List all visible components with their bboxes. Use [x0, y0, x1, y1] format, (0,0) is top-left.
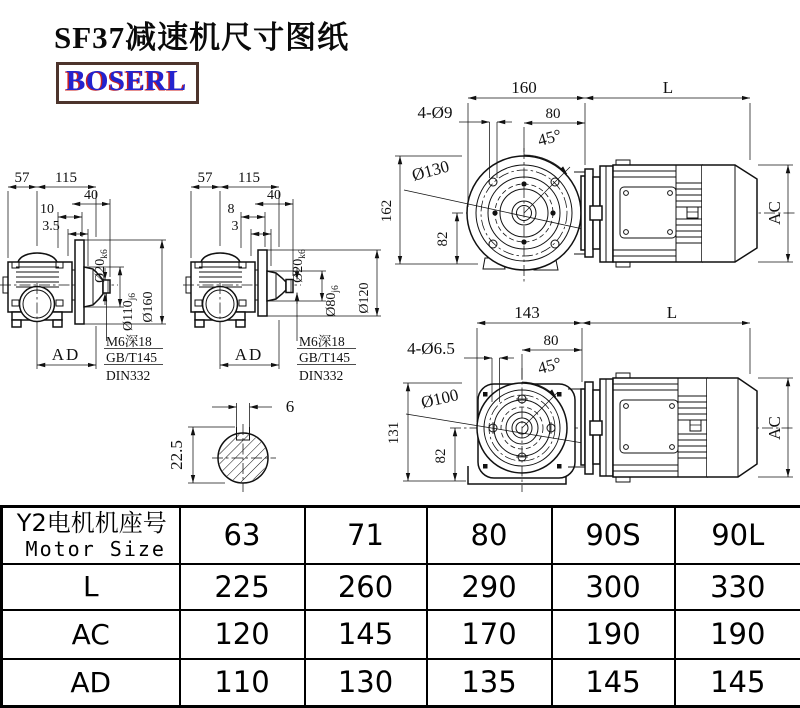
tap-note-line3: DIN332: [299, 368, 343, 383]
dim-spigot-dia: $Ø80_{j6}$: [324, 285, 341, 317]
dim-bolt-circle: Ø100: [419, 385, 460, 412]
cell-AC-63: 120: [180, 610, 305, 659]
cell-L-63: 225: [180, 564, 305, 610]
dim-holes: 4-Ø9: [418, 103, 453, 122]
motor-shaft: [590, 206, 602, 220]
dim-ad: AD: [235, 345, 264, 364]
cell-AC-71: 145: [305, 610, 427, 659]
row-label-AD: AD: [2, 659, 180, 707]
dim-115: 115: [55, 170, 77, 186]
dim-flange-dia: Ø160: [141, 291, 156, 322]
fan-cover: [707, 378, 757, 477]
gearbox-side-view-large: [0, 170, 166, 383]
header-motor-size: [2, 507, 180, 564]
tap-note-line1: M6深18: [299, 334, 345, 349]
shaft-cross-section: [167, 397, 294, 492]
reducer-front-view-large: [379, 78, 795, 282]
header-en: Motor Size: [3, 538, 179, 561]
dim-40: 40: [267, 188, 281, 203]
dim-shaft-dia: $Ø20_{k6}$: [93, 249, 110, 283]
dim-key-height: 22.5: [167, 440, 186, 470]
row-label-AC: AC: [2, 610, 180, 659]
header-cn: Y2电机机座号: [3, 509, 179, 538]
cell-L-80: 290: [427, 564, 552, 610]
dim-82: 82: [435, 232, 451, 247]
motor-shaft: [590, 421, 602, 435]
dim-3-5: 3.5: [42, 219, 60, 234]
cell-AC-90L: 190: [675, 610, 800, 659]
dim-115: 115: [238, 170, 260, 186]
dim-40: 40: [84, 188, 98, 203]
cell-AD-90S: 145: [552, 659, 675, 707]
dim-L: L: [663, 78, 673, 97]
table-row-AC: [2, 610, 800, 659]
dim-bolt-circle: Ø130: [410, 157, 451, 185]
dim-key-width: 6: [286, 397, 295, 416]
dim-57: 57: [198, 170, 214, 186]
output-flange: [258, 250, 267, 316]
col-71: 71: [305, 507, 427, 564]
dim-shaft-dia: $Ø20_{k6}$: [291, 249, 308, 283]
cell-AD-71: 130: [305, 659, 427, 707]
cell-L-71: 260: [305, 564, 427, 610]
dim-angle: 45°: [536, 125, 564, 150]
cell-AC-80: 170: [427, 610, 552, 659]
row-label-L: L: [2, 564, 180, 610]
tap-note-line3: DIN332: [106, 368, 150, 383]
cell-AC-90S: 190: [552, 610, 675, 659]
dim-143: 143: [514, 303, 540, 322]
dim-ad: AD: [52, 345, 81, 364]
dim-ac: AC: [765, 201, 784, 225]
dim-80: 80: [544, 333, 559, 349]
boserl-logo: BOSERL: [56, 62, 199, 104]
table-row-L: [2, 564, 800, 610]
dim-spigot-dia: $Ø110_{j6}$: [121, 293, 138, 331]
dim-3: 3: [232, 219, 239, 234]
dim-flange-dia: Ø120: [357, 282, 372, 313]
motor-body: [613, 165, 702, 262]
cell-AD-90L: 145: [675, 659, 800, 707]
motor-size-table: [0, 505, 800, 708]
tap-note-line2: GB/T145: [106, 350, 157, 365]
dim-L: L: [667, 303, 677, 322]
table-header-row: [2, 507, 800, 564]
tap-note-line1: M6深18: [106, 334, 152, 349]
dim-131: 131: [386, 422, 402, 445]
dim-57: 57: [15, 170, 31, 186]
col-80: 80: [427, 507, 552, 564]
cell-L-90S: 300: [552, 564, 675, 610]
reducer-front-view-small: [386, 303, 795, 492]
tap-note-line2: GB/T145: [299, 350, 350, 365]
motor-body: [613, 378, 707, 477]
fan-cover: [702, 165, 757, 262]
dim-82: 82: [433, 449, 449, 464]
col-90S: 90S: [552, 507, 675, 564]
cell-L-90L: 330: [675, 564, 800, 610]
dim-162: 162: [379, 200, 395, 223]
dim-ac: AC: [765, 416, 784, 440]
col-90L: 90L: [675, 507, 800, 564]
dim-8: 8: [228, 202, 235, 217]
col-63: 63: [180, 507, 305, 564]
table-row-AD: [2, 659, 800, 707]
gearbox-side-view-small: [183, 170, 381, 383]
dim-holes: 4-Ø6.5: [407, 339, 455, 358]
dim-80: 80: [546, 106, 561, 122]
cell-AD-80: 135: [427, 659, 552, 707]
dim-160: 160: [511, 78, 537, 97]
dim-10: 10: [40, 202, 54, 217]
cell-AD-63: 110: [180, 659, 305, 707]
output-flange: [75, 240, 84, 324]
dim-angle: 45°: [536, 353, 564, 378]
page-title: SF37减速机尺寸图纸: [54, 12, 349, 57]
